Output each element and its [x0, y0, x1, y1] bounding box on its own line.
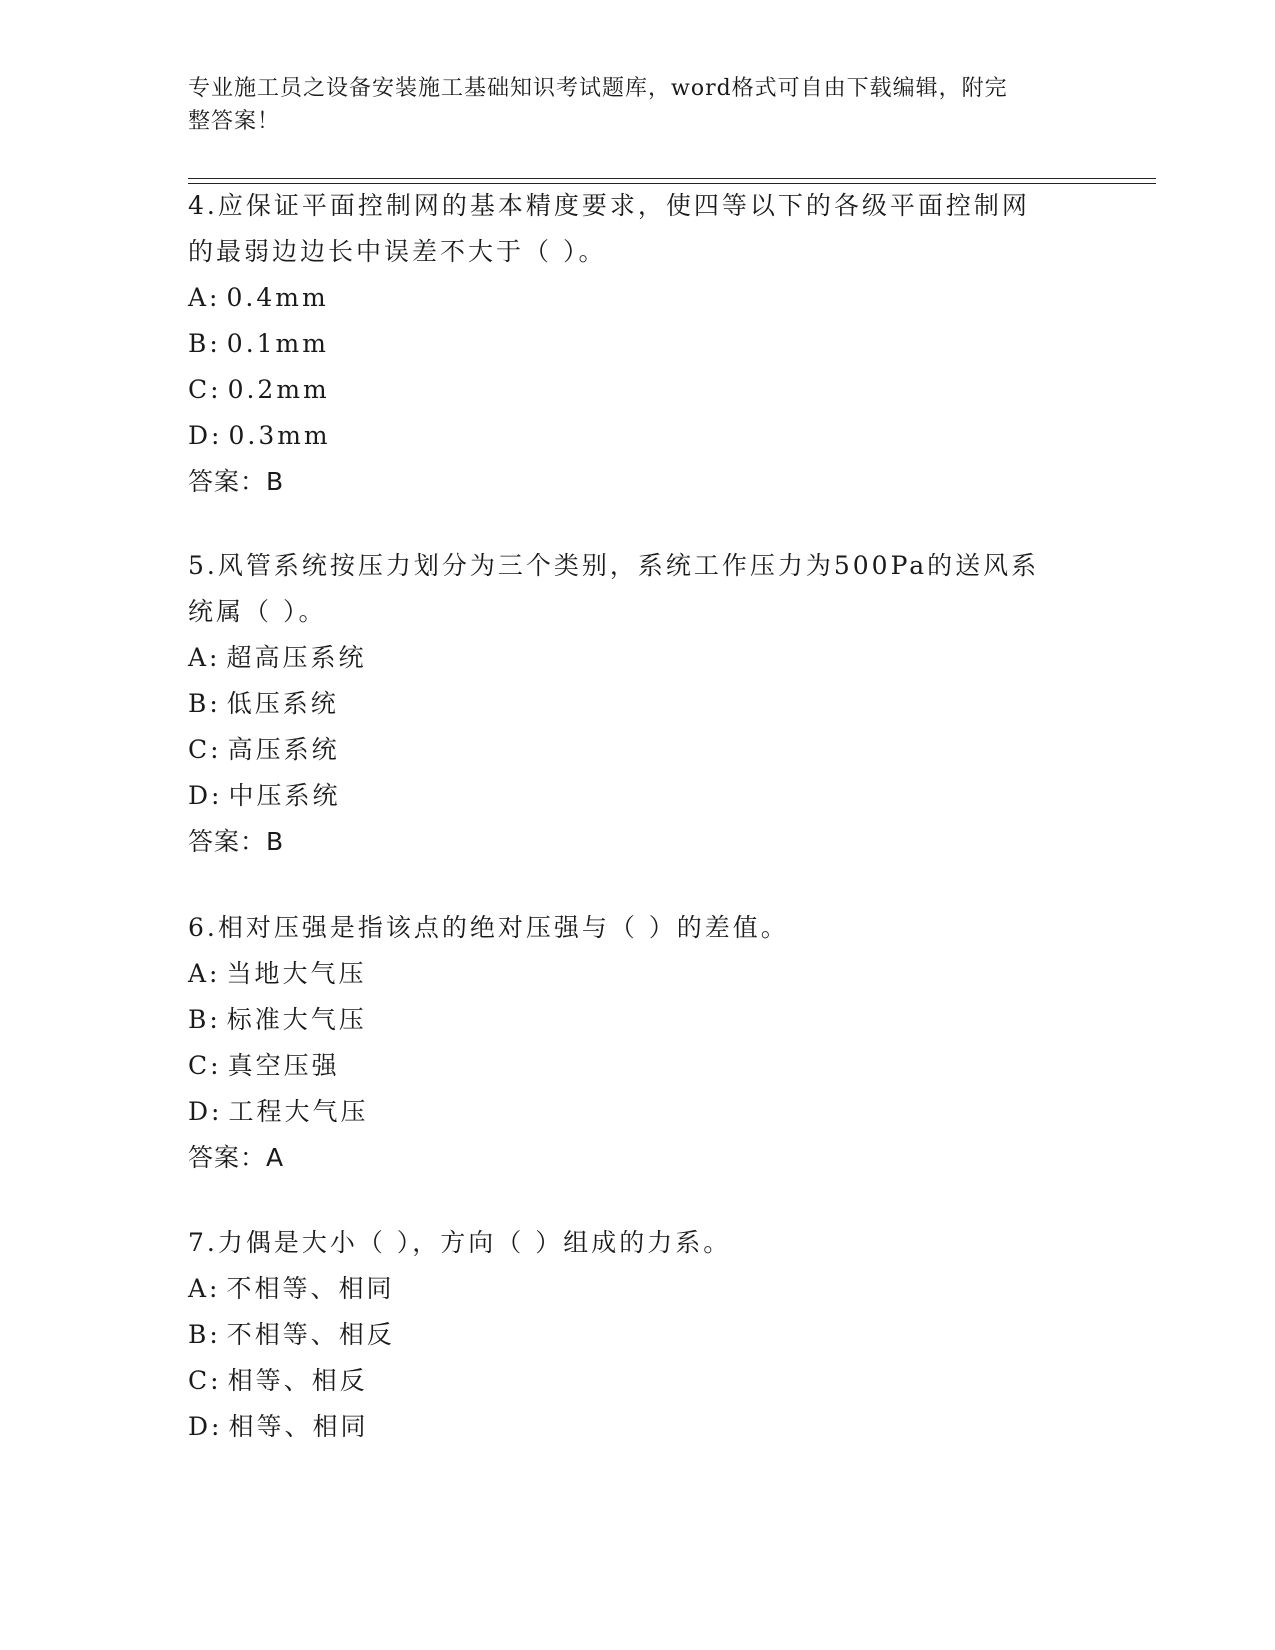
question-6: [188, 905, 1088, 1181]
answer-text: 答案：B: [188, 467, 285, 496]
question-stem-line-1: 4.应保证平面控制网的基本精度要求，使四等以下的各级平面控制网: [188, 191, 1030, 220]
question-stem-line-1: 5.风管系统按压力划分为三个类别，系统工作压力为500Pa的送风系: [188, 551, 1040, 580]
option-c: [188, 1358, 1088, 1404]
document-header: [188, 72, 1068, 138]
option-text: 0.4mm: [226, 283, 329, 312]
option-d: [188, 773, 1088, 819]
question-stem-line-2: 的最弱边边长中误差不大于（ ）。: [188, 237, 607, 266]
option-text: 低压系统: [226, 689, 339, 718]
option-letter: D:: [188, 421, 223, 450]
answer-text: 答案：A: [188, 1143, 285, 1172]
option-letter: D:: [188, 1412, 223, 1441]
option-d: [188, 1404, 1088, 1450]
option-text: 相等、相同: [228, 1412, 369, 1441]
option-a: [188, 951, 1088, 997]
option-d: [188, 413, 1088, 459]
option-text: 超高压系统: [226, 643, 367, 672]
option-letter: C:: [188, 1366, 222, 1395]
question-5: [188, 543, 1088, 865]
option-b: [188, 321, 1088, 367]
option-letter: A:: [188, 643, 221, 672]
option-letter: A:: [188, 1274, 221, 1303]
option-letter: C:: [188, 375, 222, 404]
question-4: [188, 183, 1088, 505]
option-letter: B:: [188, 1320, 221, 1349]
answer-text: 答案：B: [188, 827, 285, 856]
header-divider-top: [188, 178, 1156, 179]
option-text: 标准大气压: [226, 1005, 367, 1034]
option-text: 中压系统: [228, 781, 341, 810]
header-title-line-1: 专业施工员之设备安装施工基础知识考试题库，word格式可自由下载编辑，附完: [188, 76, 1008, 101]
option-letter: C:: [188, 735, 222, 764]
option-letter: D:: [188, 1097, 223, 1126]
question-stem-line-2: 统属（ ）。: [188, 597, 327, 626]
question-7: [188, 1220, 1088, 1450]
option-d: [188, 1089, 1088, 1135]
option-letter: B:: [188, 1005, 221, 1034]
option-letter: B:: [188, 329, 221, 358]
option-letter: B:: [188, 689, 221, 718]
option-text: 不相等、相同: [226, 1274, 395, 1303]
option-text: 高压系统: [227, 735, 340, 764]
option-text: 真空压强: [227, 1051, 340, 1080]
option-letter: D:: [188, 781, 223, 810]
header-title-line-2: 整答案！: [188, 109, 281, 134]
option-c: [188, 367, 1088, 413]
option-text: 相等、相反: [227, 1366, 368, 1395]
option-text: 当地大气压: [226, 959, 367, 988]
option-text: 不相等、相反: [226, 1320, 395, 1349]
option-letter: C:: [188, 1051, 222, 1080]
option-letter: A:: [188, 959, 221, 988]
option-a: [188, 275, 1088, 321]
option-text: 0.3mm: [228, 421, 331, 450]
option-a: [188, 1266, 1088, 1312]
option-text: 0.1mm: [226, 329, 329, 358]
option-c: [188, 727, 1088, 773]
option-a: [188, 635, 1088, 681]
option-text: 0.2mm: [227, 375, 330, 404]
option-letter: A:: [188, 283, 221, 312]
option-b: [188, 997, 1088, 1043]
option-b: [188, 681, 1088, 727]
question-stem-line-1: 6.相对压强是指该点的绝对压强与（ ）的差值。: [188, 913, 789, 942]
option-b: [188, 1312, 1088, 1358]
question-stem-line-1: 7.力偶是大小（ ），方向（ ）组成的力系。: [188, 1228, 732, 1257]
option-c: [188, 1043, 1088, 1089]
option-text: 工程大气压: [228, 1097, 369, 1126]
